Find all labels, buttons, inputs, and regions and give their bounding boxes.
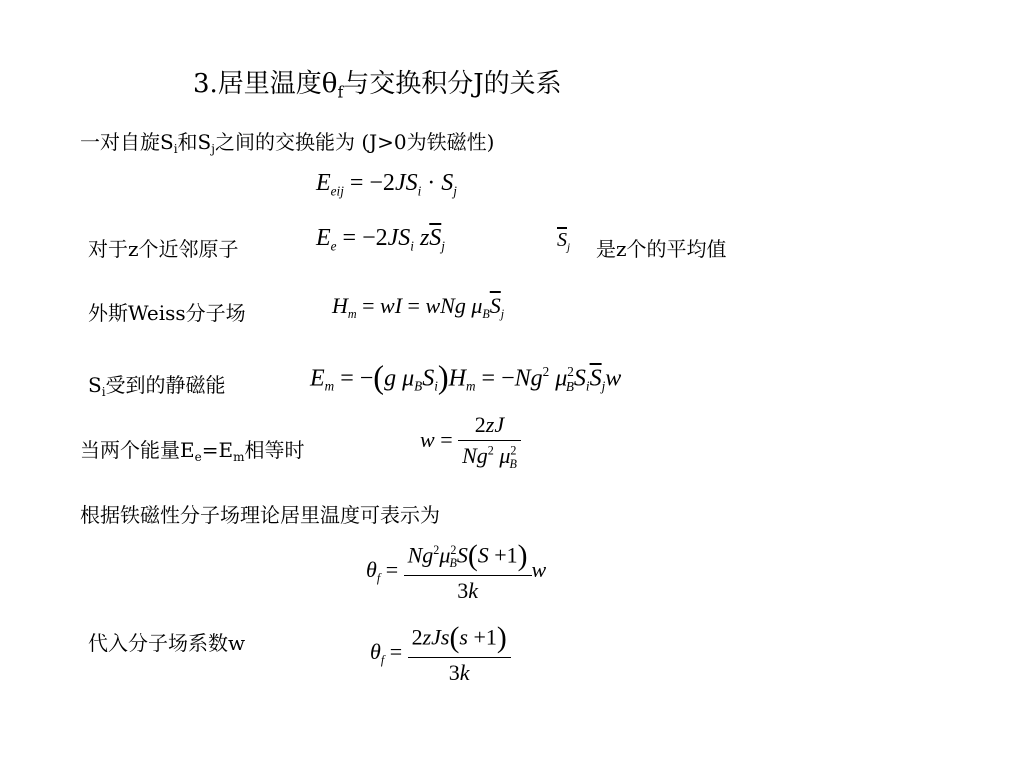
exchange-energy-intro: 一对自旋$S_i$和$S_j$之间的交换能为 (J>0为铁磁性) (80, 130, 495, 157)
weiss-field-equation: $H_m$ = wI = wNg $\mu_B\overline{S}_j$ (332, 293, 505, 321)
substitute-coefficient-label: 代入分子场系数w (88, 631, 246, 655)
ferromagnetic-note: (J>0为铁磁性) (361, 130, 495, 154)
page-title: 3.居里温度$\theta_f$与交换积分J的关系 (193, 69, 562, 102)
curie-temperature-final-equation: $\theta_f$ = $\frac{\text{2zJs(s +1)}}{3k}$ (370, 622, 511, 686)
weiss-field-label: 外斯Weiss分子场 (88, 301, 246, 325)
neighbor-energy-equation: $E_e = -2JS_i$ $z\overline{S}_j$ (316, 225, 445, 254)
field-coefficient-equation: w = $\frac{2zJ}{Ng^2 \mu^2_B}$ (420, 412, 521, 472)
average-spin-symbol: $\overline{S}_j$ (557, 229, 571, 254)
curie-temperature-equation: $\theta_f$ = $\frac{Ng^2\mu^2_BS(S +1)}{3k}$ w (366, 540, 547, 603)
static-magnetic-energy-label: $S_i$受到的静磁能 (88, 373, 226, 400)
neighbor-atoms-label: 对于z个近邻原子 (88, 237, 239, 261)
exchange-energy-equation: $E_{eij} = -2JS_i \cdot S_j$ (316, 170, 457, 199)
static-magnetic-energy-equation: $E_m = -(g$ $\mu_BS_i)H_m = -Ng^2$ $\mu^2_BS_i\overline{S}_jw$ (310, 360, 622, 396)
average-spin-note: 是z个的平均值 (596, 237, 727, 261)
equal-energy-condition: 当两个能量$E_e=E_m$相等时 (80, 438, 305, 465)
curie-temperature-intro: 根据铁磁性分子场理论居里温度可表示为 (80, 503, 440, 527)
